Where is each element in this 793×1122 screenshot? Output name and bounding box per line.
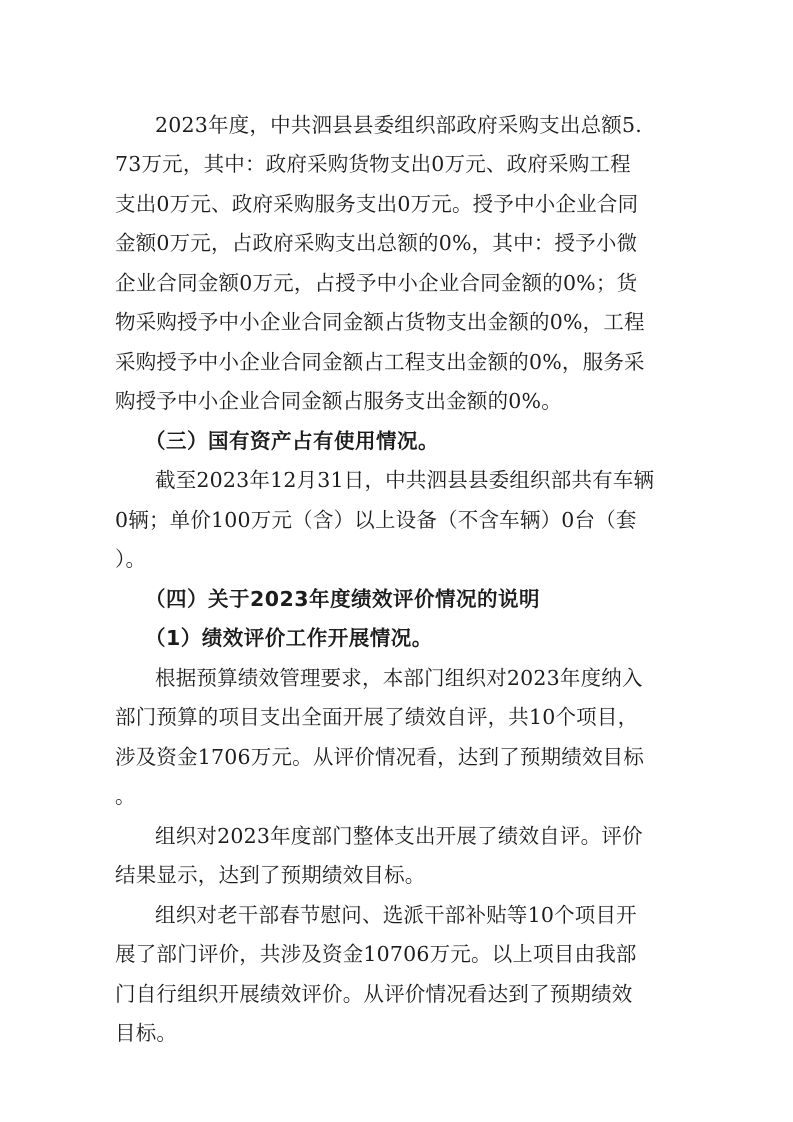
procurement-line-6: 物采购授予中小企业合同金额占货物支出金额的0%，工程 bbox=[115, 310, 645, 334]
procurement-line-8: 购授予中小企业合同金额占服务支出金额的0%。 bbox=[115, 389, 562, 413]
department-eval-line-2: 展了部门评价，共涉及资金10706万元。以上项目由我部 bbox=[115, 942, 637, 966]
procurement-line-1: 2023年度，中共泗县县委组织部政府采购支出总额5. bbox=[155, 113, 642, 137]
self-eval-line-2: 部门预算的项目支出全面开展了绩效自评，共10个项目， bbox=[115, 705, 639, 729]
assets-line-3: ）。 bbox=[115, 547, 147, 571]
assets-line-1: 截至2023年12月31日，中共泗县县委组织部共有车辆 bbox=[155, 468, 655, 492]
assets-line-2: 0辆；单价100万元（含）以上设备（不含车辆）0台（套 bbox=[115, 508, 637, 532]
procurement-line-3: 支出0万元、政府采购服务支出0万元。授予中小企业合同 bbox=[115, 192, 639, 216]
department-eval-line-3: 门自行组织开展绩效评价。从评价情况看达到了预期绩效 bbox=[115, 982, 633, 1006]
procurement-line-4: 金额0万元，占政府采购支出总额的0%，其中：授予小微 bbox=[115, 231, 638, 255]
department-eval-line-1: 组织对老干部春节慰问、选派干部补贴等10个项目开 bbox=[155, 903, 637, 927]
self-eval-line-1: 根据预算绩效管理要求，本部门组织对2023年度纳入 bbox=[155, 666, 643, 690]
self-eval-line-3: 涉及资金1706万元。从评价情况看，达到了预期绩效目标 bbox=[115, 745, 645, 769]
procurement-line-2: 73万元，其中：政府采购货物支出0万元、政府采购工程 bbox=[115, 152, 631, 176]
procurement-line-7: 采购授予中小企业合同金额占工程支出金额的0%，服务采 bbox=[115, 350, 645, 374]
heading-state-assets: （三）国有资产占有使用情况。 bbox=[145, 429, 439, 453]
department-eval-line-4: 目标。 bbox=[115, 1021, 178, 1045]
overall-line-2: 结果显示，达到了预期绩效目标。 bbox=[115, 863, 426, 887]
overall-line-1: 组织对2023年度部门整体支出开展了绩效自评。评价 bbox=[155, 824, 643, 848]
heading-performance-work: （1）绩效评价工作开展情况。 bbox=[145, 626, 433, 650]
heading-performance-evaluation: （四）关于2023年度绩效评价情况的说明 bbox=[145, 587, 541, 611]
procurement-line-5: 企业合同金额0万元，占授予中小企业合同金额的0%；货 bbox=[115, 271, 638, 295]
self-eval-line-4: 。 bbox=[115, 784, 136, 808]
